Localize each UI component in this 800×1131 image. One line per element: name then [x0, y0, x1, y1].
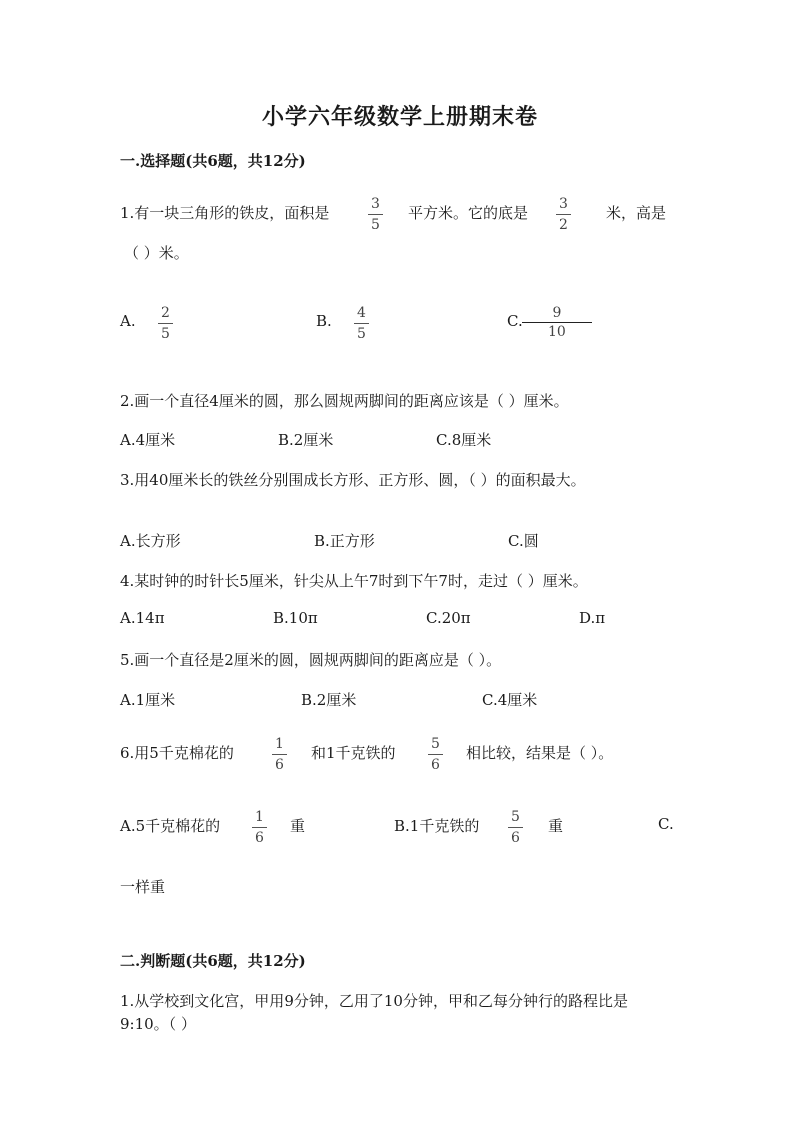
page-title: 小学六年级数学上册期末卷 [261, 104, 538, 130]
q6-option-a-end: 重 [290, 817, 306, 835]
fraction-denominator: 6 [428, 754, 443, 772]
judgement-1-line-1: 1.从学校到文化宫，甲用9分钟，乙用了10分钟，甲和乙每分钟行的路程比是 [120, 992, 628, 1010]
fraction-numerator: 5 [511, 809, 520, 825]
q4-option-a[interactable]: A.14π [120, 609, 165, 627]
fraction-denominator: 5 [354, 323, 369, 341]
fraction-numerator: 4 [357, 305, 366, 321]
fraction-numerator: 3 [371, 196, 380, 212]
q2-option-c[interactable]: C.8厘米 [436, 431, 492, 449]
question-6-text-b: 和1千克铁的 [311, 744, 396, 762]
q1-option-b-fraction [354, 306, 369, 341]
fraction-denominator: 6 [252, 827, 267, 845]
judgement-1-line-2: 9:10。（ ） [120, 1015, 196, 1033]
fraction-numerator: 9 [552, 305, 562, 321]
question-1-fraction-area [368, 197, 383, 232]
q6-option-b-text[interactable]: B.1千克铁的 [394, 817, 480, 835]
q4-option-c[interactable]: C.20π [426, 609, 471, 627]
q1-option-c-fraction [522, 306, 592, 339]
fraction-denominator: 10 [522, 322, 592, 339]
q6-option-c-label[interactable]: C. [658, 815, 674, 833]
fraction-denominator: 6 [508, 827, 523, 845]
q5-option-b[interactable]: B.2厘米 [301, 691, 357, 709]
question-6-fraction-iron [428, 737, 443, 772]
q5-option-a[interactable]: A.1厘米 [120, 691, 176, 709]
q2-option-b[interactable]: B.2厘米 [278, 431, 334, 449]
q5-option-c[interactable]: C.4厘米 [482, 691, 538, 709]
question-6-text-c: 相比较，结果是（ ）。 [466, 744, 614, 762]
fraction-denominator: 6 [272, 754, 287, 772]
question-1-text-c: 米，高是 [606, 204, 667, 222]
question-1-blank: （ ）米。 [124, 244, 189, 262]
fraction-denominator: 5 [368, 214, 383, 232]
question-1-text-a: 1.有一块三角形的铁皮，面积是 [120, 204, 330, 222]
q6-option-b-end: 重 [548, 817, 564, 835]
question-6-fraction-cotton [272, 737, 287, 772]
fraction-numerator: 2 [161, 305, 170, 321]
q2-option-a[interactable]: A.4厘米 [120, 431, 176, 449]
question-2-text: 2.画一个直径4厘米的圆，那么圆规两脚间的距离应该是（ ）厘米。 [120, 392, 569, 410]
q1-option-a-fraction [158, 306, 173, 341]
fraction-numerator: 5 [431, 736, 440, 752]
question-3-text: 3.用40厘米长的铁丝分别围成长方形、正方形、圆，（ ）的面积最大。 [120, 471, 586, 489]
fraction-numerator: 3 [559, 196, 568, 212]
q4-option-b[interactable]: B.10π [273, 609, 318, 627]
fraction-denominator: 2 [556, 214, 571, 232]
fraction-denominator: 5 [158, 323, 173, 341]
question-6-text-a: 6.用5千克棉花的 [120, 744, 234, 762]
q3-option-a[interactable]: A.长方形 [120, 532, 181, 550]
q3-option-c[interactable]: C.圆 [508, 532, 539, 550]
q6-option-a-fraction [252, 810, 267, 845]
q4-option-d[interactable]: D.π [579, 609, 606, 627]
fraction-numerator: 1 [275, 736, 284, 752]
q3-option-b[interactable]: B.正方形 [314, 532, 375, 550]
section-heading-judgement: 二.判断题(共6题，共12分) [120, 952, 306, 970]
q6-option-b-fraction [508, 810, 523, 845]
q1-option-c-label[interactable]: C. [507, 312, 523, 330]
section-heading-choice: 一.选择题(共6题，共12分) [120, 152, 306, 170]
q6-option-a-text[interactable]: A.5千克棉花的 [120, 817, 221, 835]
q6-option-c-text[interactable]: 一样重 [120, 878, 166, 896]
fraction-numerator: 1 [255, 809, 264, 825]
question-1-fraction-base [556, 197, 571, 232]
q1-option-b-label[interactable]: B. [316, 312, 332, 330]
q1-option-a-label[interactable]: A. [120, 312, 136, 330]
question-1-text-b: 平方米。它的底是 [408, 204, 529, 222]
question-4-text: 4.某时钟的时针长5厘米，针尖从上午7时到下午7时，走过（ ）厘米。 [120, 572, 588, 590]
question-5-text: 5.画一个直径是2厘米的圆，圆规两脚间的距离应是（ ）。 [120, 651, 502, 669]
